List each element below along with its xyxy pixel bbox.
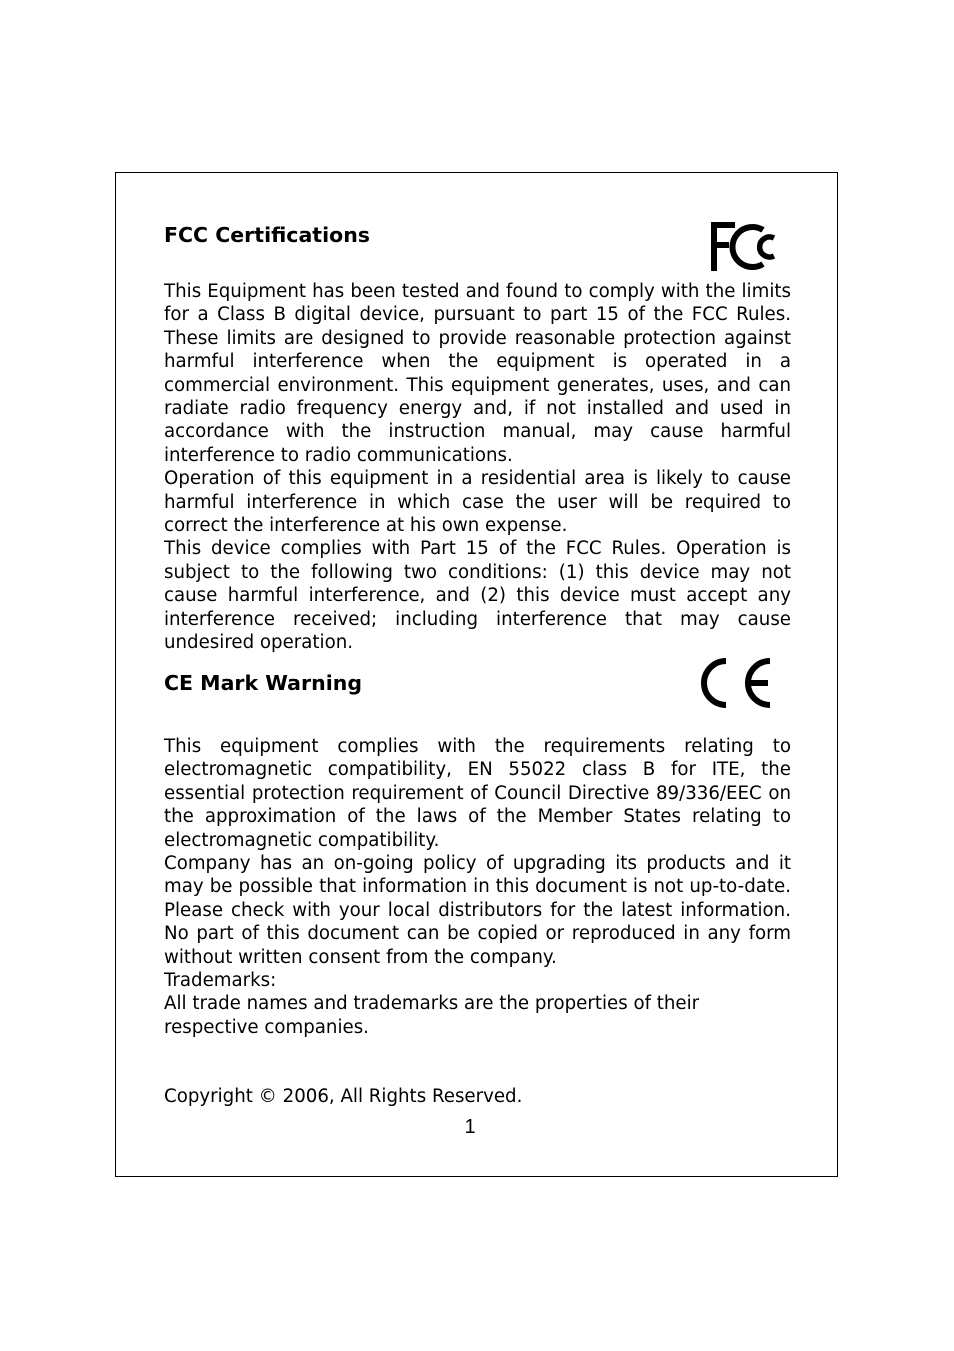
fcc-body [164, 280, 791, 655]
copyright-block [164, 1085, 791, 1108]
ce-heading: CE Mark Warning [164, 671, 363, 695]
copyright-text: Copyright © 2006, All Rights Reserved. [164, 1086, 523, 1107]
fcc-heading: FCC Certifications [164, 223, 371, 247]
fcc-paragraph-2: Operation of this equipment in a residential area is likely to cause harmful interference in which case the user will be required to correct the interference at his own expense. [164, 468, 791, 537]
trademarks-label: Trademarks: [164, 970, 277, 992]
page-number: 1 [464, 1116, 476, 1138]
fcc-paragraph-1: This Equipment has been tested and found to comply with the limits for a Class B digital device, pursuant to part 15 of the FCC Rules. These limits are designed to provide reasonable protection against harmful interference when the equipment is operated in a commercial environment. This equipment generates, uses, and can radiate radio frequency energy and, if not installed and used in accordance with the instruction manual, may cause harmful interference to radio communications. [164, 281, 791, 466]
trademarks-line-2: respective companies. [164, 1016, 369, 1038]
fcc-paragraph-3: This device complies with Part 15 of the FCC Rules. Operation is subject to the following two conditions: (1) this device may not cause harmful interference, and (2) this device must accept any interference received; including interference that may cause undesired operation. [164, 538, 791, 654]
ce-mark-icon [700, 656, 776, 714]
trademarks-line-1: All trade names and trademarks are the properties of their [164, 993, 700, 1015]
ce-paragraph-1: This equipment complies with the requirements relating to electromagnetic compatibility, EN 55022 class B for ITE, the essential protection requirement of Council Directive 89/336/EEC on the approximation of the laws of the Member States relating to electromagnetic compatibility. [164, 736, 791, 851]
ce-body [164, 735, 791, 1039]
ce-paragraph-2: Company has an on-going policy of upgrading its products and it may be possible that information in this document is not up-to-date. Please check with your local distributors for the latest information. No part of this document can be copied or reproduced in any form without written consent from the company. [164, 853, 791, 968]
fcc-logo-icon [708, 220, 788, 278]
